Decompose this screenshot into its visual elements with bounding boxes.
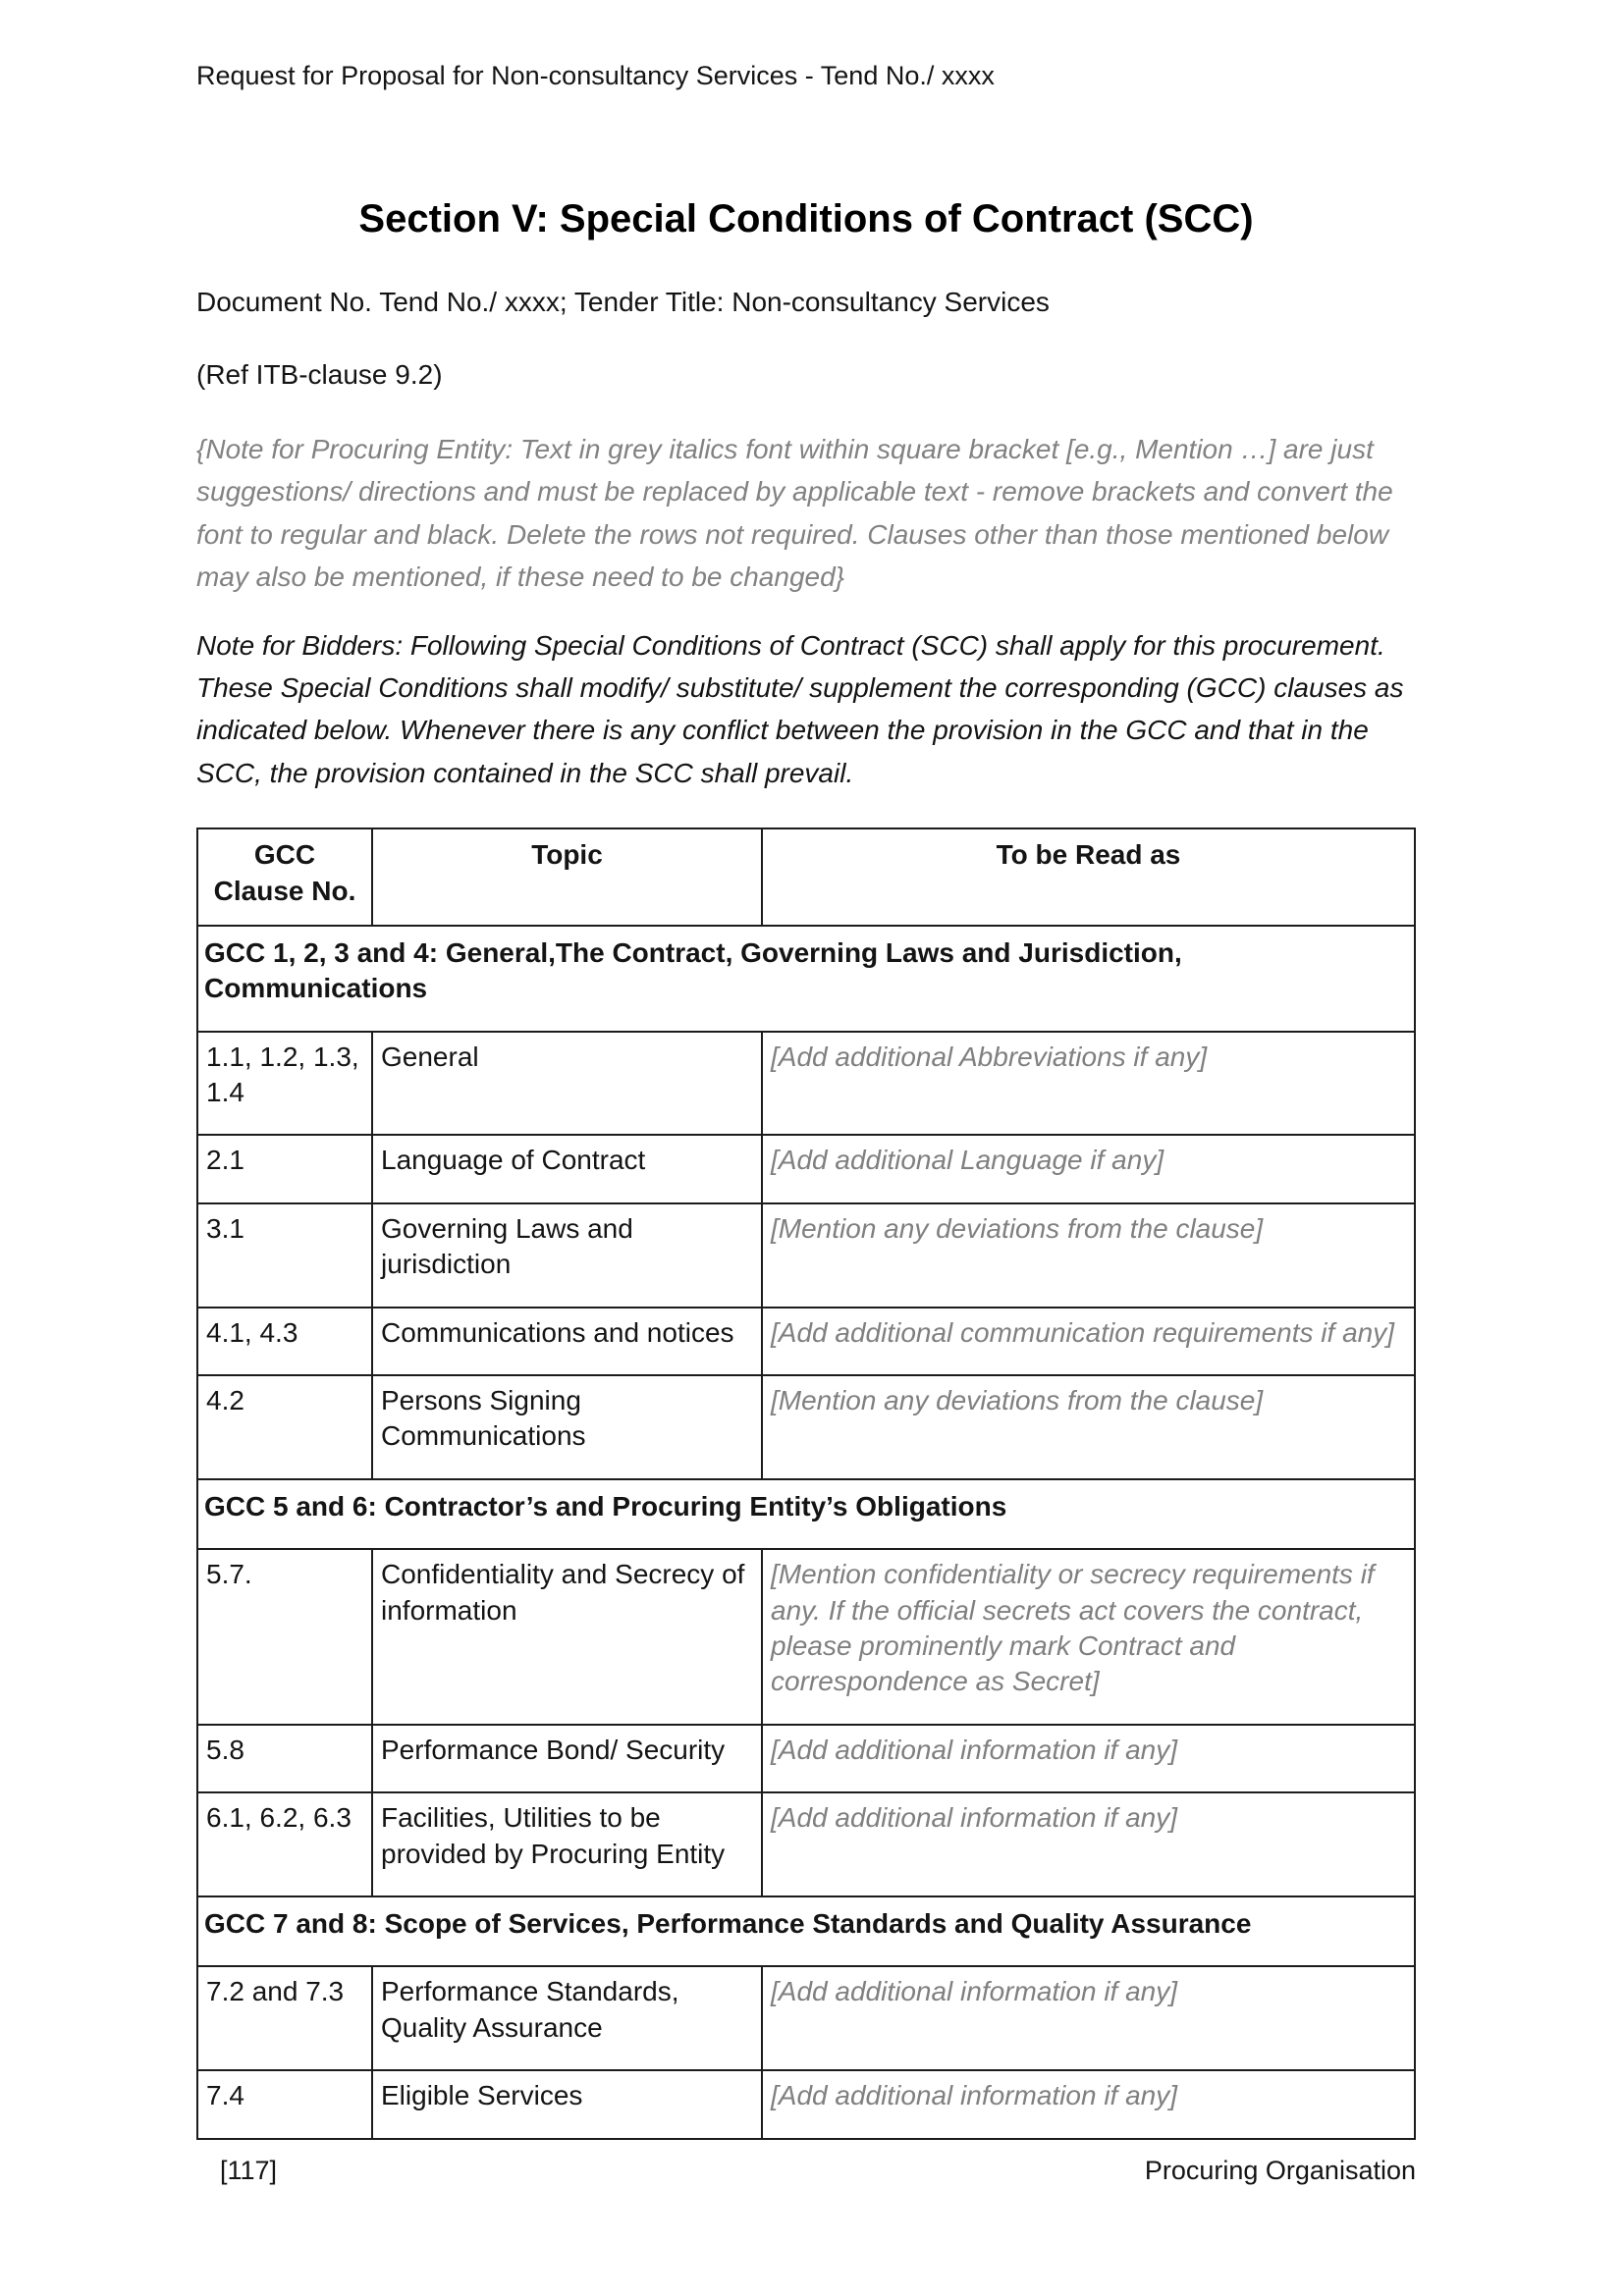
table-row: [197, 1032, 1415, 1136]
cell-gcc-clause: 2.1: [197, 1135, 372, 1202]
doc-number-line: Document No. Tend No./ xxxx; Tender Title: Non-consultancy Services: [196, 287, 1050, 317]
table-row: [197, 1203, 1415, 1308]
cell-topic: Eligible Services: [372, 2070, 762, 2138]
cell-topic: General: [372, 1032, 762, 1136]
page-footer: [196, 2156, 1416, 2186]
cell-to-be-read-as: [Add additional information if any]: [762, 1792, 1415, 1896]
col-header-gcc-clause-no: GCC Clause No.: [197, 828, 372, 926]
cell-topic: Language of Contract: [372, 1135, 762, 1202]
cell-topic: Performance Standards, Quality Assurance: [372, 1966, 762, 2070]
cell-gcc-clause: 7.4: [197, 2070, 372, 2138]
cell-gcc-clause: 4.1, 4.3: [197, 1308, 372, 1375]
cell-to-be-read-as: [Mention any deviations from the clause]: [762, 1203, 1415, 1308]
section-label: GCC 7 and 8: Scope of Services, Performance Standards and Quality Assurance: [197, 1896, 1415, 1966]
section-label: GCC 1, 2, 3 and 4: General,The Contract, Governing Laws and Jurisdiction, Communications: [197, 926, 1415, 1032]
bidders-note: Note for Bidders: Following Special Conditions of Contract (SCC) shall apply for this procurement. These Special Conditions shall modify/ substitute/ supplement the corresponding (GCC) clauses as indicated below. Whenever there is any conflict between the provision in the GCC and that in the SCC, the provision contained in the SCC shall prevail.: [196, 629, 1404, 788]
table-row: [197, 1792, 1415, 1896]
section-label: GCC 5 and 6: Contractor’s and Procuring Entity’s Obligations: [197, 1479, 1415, 1549]
table-row: [197, 2070, 1415, 2138]
ref-clause-line: (Ref ITB-clause 9.2): [196, 359, 443, 390]
col-header-topic: Topic: [372, 828, 762, 926]
cell-topic: Governing Laws and jurisdiction: [372, 1203, 762, 1308]
cell-topic: Facilities, Utilities to be provided by Procuring Entity: [372, 1792, 762, 1896]
table-row: [197, 1549, 1415, 1725]
table-row: [197, 1308, 1415, 1375]
section-row-gcc-5-6: [197, 1479, 1415, 1549]
cell-topic: Persons Signing Communications: [372, 1375, 762, 1479]
footer-page-number: [117]: [220, 2156, 278, 2185]
cell-gcc-clause: 7.2 and 7.3: [197, 1966, 372, 2070]
running-header: Request for Proposal for Non-consultancy Services - Tend No./ xxxx: [196, 61, 995, 90]
footer-organisation: Procuring Organisation: [1144, 2156, 1416, 2185]
page-title: Section V: Special Conditions of Contract (SCC): [358, 197, 1254, 240]
table-row: [197, 1966, 1415, 2070]
cell-gcc-clause: 5.7.: [197, 1549, 372, 1725]
cell-to-be-read-as: [Add additional information if any]: [762, 1966, 1415, 2070]
table-row: [197, 1135, 1415, 1202]
table-row: [197, 1725, 1415, 1792]
cell-gcc-clause: 5.8: [197, 1725, 372, 1792]
cell-to-be-read-as: [Add additional communication requirements if any]: [762, 1308, 1415, 1375]
scc-table: [196, 828, 1416, 2139]
section-row-gcc-1-4: [197, 926, 1415, 1032]
cell-to-be-read-as: [Mention any deviations from the clause]: [762, 1375, 1415, 1479]
section-row-gcc-7-8: [197, 1896, 1415, 1966]
table-row: [197, 1375, 1415, 1479]
cell-to-be-read-as: [Mention confidentiality or secrecy requirements if any. If the official secrets act covers the contract, please prominently mark Contract and correspondence as Secret]: [762, 1549, 1415, 1725]
cell-to-be-read-as: [Add additional Abbreviations if any]: [762, 1032, 1415, 1136]
cell-to-be-read-as: [Add additional information if any]: [762, 2070, 1415, 2138]
cell-gcc-clause: 6.1, 6.2, 6.3: [197, 1792, 372, 1896]
cell-topic: Confidentiality and Secrecy of information: [372, 1549, 762, 1725]
cell-to-be-read-as: [Add additional information if any]: [762, 1725, 1415, 1792]
cell-topic: Performance Bond/ Security: [372, 1725, 762, 1792]
table-header-row: [197, 828, 1415, 926]
cell-topic: Communications and notices: [372, 1308, 762, 1375]
col-header-to-be-read-as: To be Read as: [762, 828, 1415, 926]
cell-gcc-clause: 3.1: [197, 1203, 372, 1308]
procuring-entity-note: {Note for Procuring Entity: Text in grey italics font within square bracket [e.g., Mention …] are just suggestions/ directions and must be replaced by applicable text - remove brackets and convert the font to regular and black. Delete the rows not required. Clauses other than those mentioned below may also be mentioned, if these need to be changed}: [196, 434, 1393, 593]
cell-to-be-read-as: [Add additional Language if any]: [762, 1135, 1415, 1202]
cell-gcc-clause: 4.2: [197, 1375, 372, 1479]
cell-gcc-clause: 1.1, 1.2, 1.3, 1.4: [197, 1032, 372, 1136]
